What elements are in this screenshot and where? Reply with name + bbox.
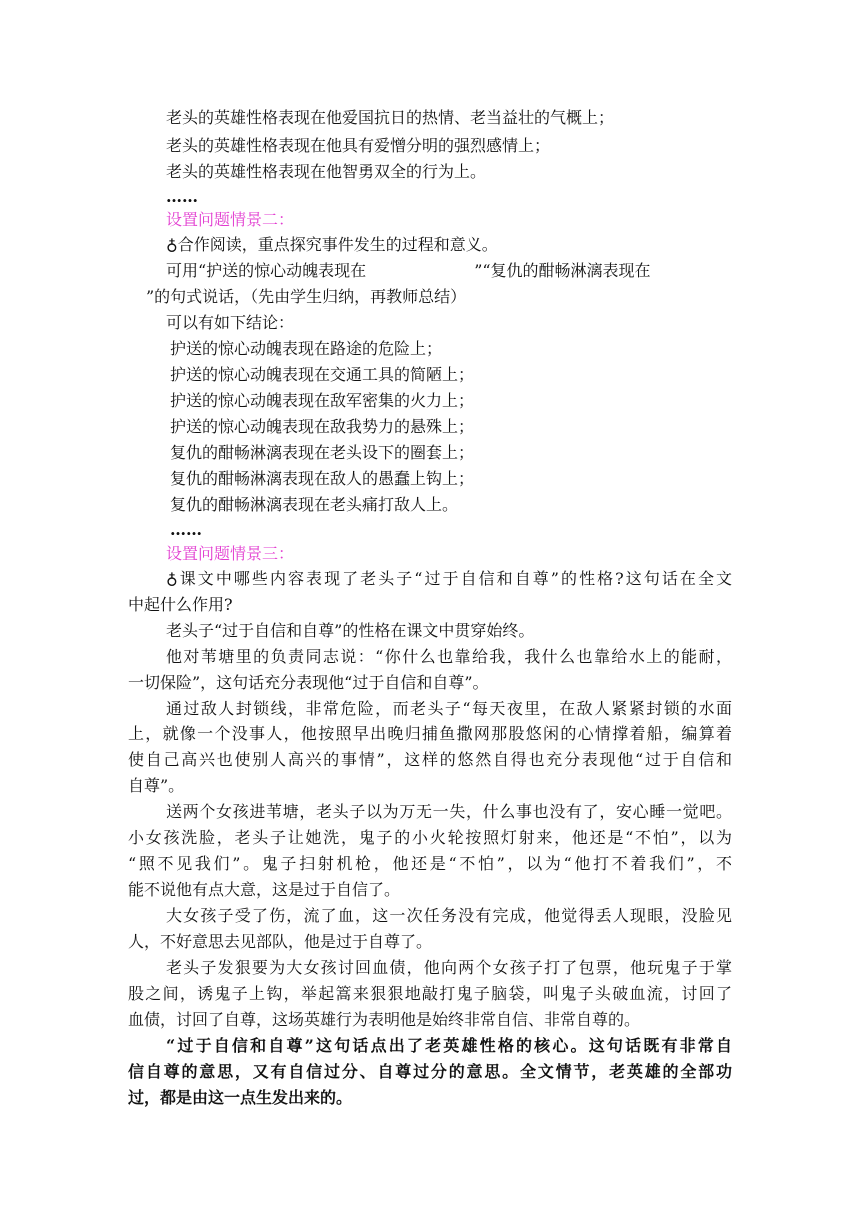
text-line: 老头的英雄性格表现在他智勇双全的行为上。 — [166, 162, 487, 181]
text-line: 老头子“过于自信和自尊”的性格在课文中贯穿始终。 — [166, 621, 535, 640]
text-line: 老头的英雄性格表现在他具有爱憎分明的强烈感情上； — [166, 136, 551, 155]
text-line-bold: 过，都是由这一点生发出来的。 — [128, 1088, 353, 1107]
ellipsis: …… — [166, 187, 198, 206]
text-line: 老头子发狠要为大女孩讨回血债，他向两个女孩子打了包票，他玩鬼子于掌 — [166, 958, 732, 977]
text-line: 护送的惊心动魄表现在交通工具的简陋上； — [170, 365, 475, 384]
text-line: 复仇的酣畅淋漓表现在老头设下的圈套上； — [170, 443, 475, 462]
text-line-bold: 信自尊的意思，又有自信过分、自尊过分的意思。全文情节，老英雄的全部功 — [128, 1062, 732, 1081]
text-line: 血债，讨回了自尊，这场英雄行为表明他是始终非常自信、非常自尊的。 — [128, 1010, 641, 1029]
text-line: “照不见我们”。鬼子扫射机枪，他还是“不怕”，以为“他打不着我们”，不 — [128, 854, 732, 873]
text-line-bold: “过于自信和自尊”这句话点出了老英雄性格的核心。这句话既有非常自 — [166, 1036, 732, 1055]
ellipsis: …… — [170, 520, 202, 539]
text-line: ”的句式说话，（先由学生归纳，再教师总结） — [146, 287, 467, 306]
text-line: 老头的英雄性格表现在他爱国抗日的热情、老当益壮的气概上； — [166, 108, 615, 127]
text-line: 股之间，诱鬼子上钩，举起篙来狠狠地敲打鬼子脑袋，叫鬼子头破血流，讨回了 — [128, 984, 732, 1003]
text-line: 大女孩子受了伤，流了血，这一次任务没有完成，他觉得丢人现眼，没脸见 — [166, 906, 732, 925]
text-line — [166, 261, 651, 281]
text-line: 通过敌人封锁线，非常危险，而老头子“每天夜里，在敌人紧紧封锁的水面 — [166, 699, 732, 718]
text-line: 中起什么作用? — [128, 595, 233, 614]
text-line: 使自己高兴也使别人高兴的事情”，这样的悠然自得也充分表现他“过于自信和 — [128, 750, 732, 769]
text-line: 护送的惊心动魄表现在敌我势力的悬殊上； — [170, 417, 475, 436]
text-fragment: 可用“护送的惊心动魄表现在 — [166, 261, 367, 280]
text-line: 上，就像一个没事人，他按照早出晚归捕鱼撒网那股悠闲的心情撑着船，编算着 — [128, 724, 732, 743]
text-line: 能不说他有点大意，这是过于自信了。 — [128, 880, 401, 899]
text-line: 可以有如下结论： — [166, 313, 295, 332]
text-line: ♁课文中哪些内容表现了老头子“过于自信和自尊”的性格?这句话在全文 — [166, 569, 732, 588]
text-line: 一切保险”，这句话充分表现他“过于自信和自尊”。 — [128, 673, 489, 692]
text-line: 护送的惊心动魄表现在敌军密集的火力上； — [170, 391, 475, 410]
section-heading: 设置问题情景二： — [166, 210, 295, 229]
text-line: 他对苇塘里的负责同志说：“你什么也靠给我，我什么也靠给水上的能耐， — [166, 647, 732, 666]
text-line: 复仇的酣畅淋漓表现在老头痛打敌人上。 — [170, 495, 459, 514]
text-line: 护送的惊心动魄表现在路途的危险上； — [170, 339, 443, 358]
text-line: 人，不好意思去见部队，他是过于自尊了。 — [128, 932, 433, 951]
text-line: 自尊”。 — [128, 776, 185, 795]
section-heading: 设置问题情景三： — [166, 544, 295, 563]
text-fragment: ”“复仇的酣畅淋漓表现在 — [474, 261, 651, 280]
text-line: 复仇的酣畅淋漓表现在敌人的愚蠢上钩上； — [170, 469, 475, 488]
text-line: ♁合作阅读，重点探究事件发生的过程和意义。 — [166, 235, 498, 254]
text-line: 送两个女孩进苇塘，老头子以为万无一失，什么事也没有了，安心睡一觉吧。 — [166, 802, 732, 821]
text-line: 小女孩洗脸，老头子让她洗，鬼子的小火轮按照灯射来，他还是“不怕”，以为 — [128, 828, 732, 847]
